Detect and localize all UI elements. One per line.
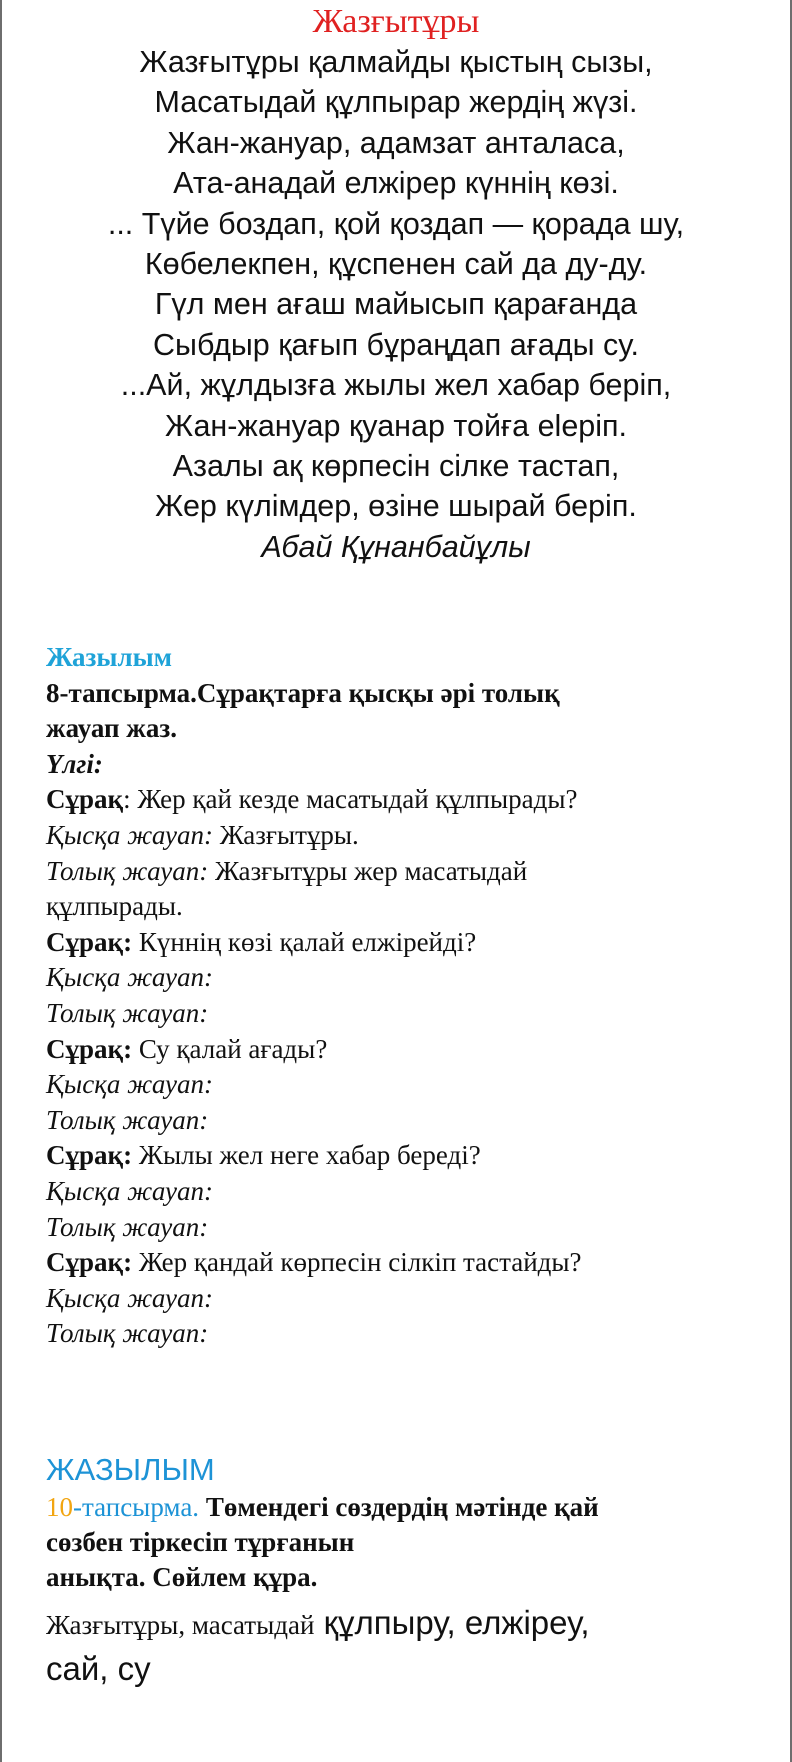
question-text: Жер қандай көрпесін сілкіп тастайды? (132, 1247, 582, 1278)
task-title-cont: жауап жаз. (46, 713, 177, 744)
task-instruction (46, 1490, 770, 1525)
task-text: Төмендегі сөздердің мәтінде қай (199, 1492, 599, 1522)
words-serif: Жазғытұры, масатыдай (46, 1610, 315, 1640)
question-label: Сұрақ: (46, 1247, 133, 1278)
poem (2, 2, 790, 567)
question-text: Жылы жел неге хабар береді? (132, 1140, 481, 1171)
task-text-cont: сөзбен тіркесіп тұрғанын (46, 1527, 355, 1557)
short-answer-label: Қысқа жауап: (46, 962, 213, 993)
exercise-10 (46, 1450, 770, 1691)
word-list-line (46, 1601, 770, 1647)
question-label: Сұрақ (46, 784, 124, 815)
question-label: Сұрақ: (46, 926, 133, 957)
short-answer-label: Қысқа жауап: (46, 819, 213, 850)
question-label: Сұрақ: (46, 1033, 133, 1064)
poem-lines (2, 42, 790, 527)
word-list (46, 1601, 770, 1691)
poem-line: Ата-анадай елжірер күннің көзі. (173, 166, 619, 201)
sample-label: Үлгі: (46, 748, 103, 779)
section-heading-writing: Жазылым (46, 642, 173, 672)
question (46, 1245, 770, 1281)
task-title: 8-тапсырма.Сұрақтарға қысқы әрі толық (46, 677, 560, 708)
poem-author: Абай Құнанбайұлы (261, 529, 531, 564)
poem-line: Гүл мен ағаш майысып қарағанда (154, 287, 638, 322)
full-answer-label: Толық жауап: (46, 1104, 209, 1135)
poem-line: Сыбдыр қағып бұраңдап ағады су. (153, 327, 639, 362)
full-answer-text: Жазғытұры жер масатыдай (208, 855, 528, 886)
sample-full-answer-cont: құлпырады. (46, 891, 183, 922)
poem-line: Азалы ақ көрпесін сілке тастап, (172, 449, 620, 484)
section-heading-writing-caps: ЖАЗЫЛЫМ (46, 1452, 215, 1487)
short-answer-label: Қысқа жауап: (46, 1282, 213, 1313)
short-answer-label: Қысқа жауап: (46, 1069, 213, 1100)
poem-line: Масатыдай құлпырар жердің жүзі. (154, 85, 638, 120)
words-sans: құлпыру, елжіреу, (314, 1604, 590, 1641)
poem-line: Жан-жануар қуанар тойға еleріп. (164, 408, 628, 443)
poem-line: Көбелекпен, құспенен сай да ду-ду. (144, 247, 648, 282)
poem-line: ...Ай, жұлдызға жылы жел хабар беріп, (120, 368, 672, 403)
question (46, 1032, 770, 1068)
word-list-line: сай, су (46, 1650, 151, 1687)
exercise-8 (46, 640, 770, 1352)
full-answer-label: Толық жауап: (46, 1211, 209, 1242)
task-number: 10 (46, 1492, 73, 1522)
full-answer-label: Толық жауап: (46, 855, 209, 886)
sample-short-answer (46, 818, 770, 854)
question (46, 925, 770, 961)
sample-question (46, 782, 770, 818)
sample-full-answer (46, 854, 770, 890)
short-answer-text: Жазғытұры. (212, 819, 359, 850)
full-answer-label: Толық жауап: (46, 997, 209, 1028)
task-keyword: -тапсырма. (73, 1492, 200, 1522)
question (46, 1138, 770, 1174)
question-text: Күннің көзі қалай елжірейді? (132, 926, 477, 957)
poem-line: Жер күлімдер, өзіне шырай беріп. (155, 489, 637, 524)
task-text-cont: анықта. Сөйлем құра. (46, 1562, 318, 1592)
poem-line: Жазғытұры қалмайды қыстың сызы, (139, 45, 653, 79)
poem-line: Жан-жануар, адамзат анталаса, (167, 125, 625, 160)
poem-line: ... Түйе боздап, қой қоздап — қорада шу, (107, 206, 685, 241)
poem-title: Жазғытұры (312, 3, 480, 40)
question-text: : Жер қай кезде масатыдай құлпырады? (123, 784, 578, 815)
question-label: Сұрақ: (46, 1140, 133, 1171)
full-answer-label: Толық жауап: (46, 1318, 209, 1349)
short-answer-label: Қысқа жауап: (46, 1175, 213, 1206)
question-text: Су қалай ағады? (132, 1033, 328, 1064)
